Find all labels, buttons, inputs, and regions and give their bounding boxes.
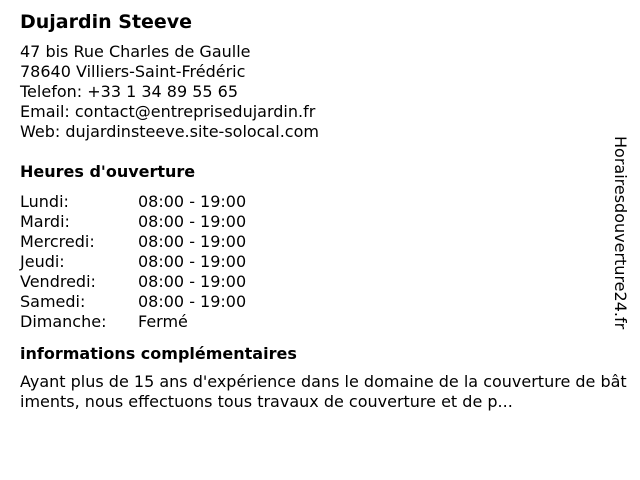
email-address[interactable]: Email: contact@entreprisedujardin.fr (20, 102, 316, 121)
day-label: Mercredi: (20, 232, 95, 251)
day-label: Jeudi: (20, 252, 65, 271)
additional-info-text: Ayant plus de 15 ans d'expérience dans le domaine de la couverture de bâtiments, nous effectuons tous travaux de couverture et de p... (20, 372, 627, 411)
business-name: Dujardin Steeve (20, 11, 193, 33)
day-label: Samedi: (20, 292, 86, 311)
time-range: Fermé (138, 312, 188, 331)
address-line-1: 47 bis Rue Charles de Gaulle (20, 42, 251, 61)
day-label: Lundi: (20, 192, 69, 211)
day-label: Mardi: (20, 212, 70, 231)
hours-row (20, 232, 620, 252)
site-brand: Horairesdouverture24.fr (611, 136, 630, 330)
time-range: 08:00 - 19:00 (138, 192, 247, 211)
hours-row (20, 272, 620, 292)
hours-row (20, 192, 620, 212)
time-range: 08:00 - 19:00 (138, 292, 247, 311)
additional-info-title: informations complémentaires (20, 344, 297, 363)
hours-row (20, 212, 620, 232)
time-range: 08:00 - 19:00 (138, 252, 247, 271)
hours-row (20, 252, 620, 272)
hours-row (20, 312, 620, 332)
phone-number[interactable]: Telefon: +33 1 34 89 55 65 (20, 82, 239, 101)
website-link[interactable]: Web: dujardinsteeve.site-solocal.com (20, 122, 319, 141)
day-label: Vendredi: (20, 272, 96, 291)
time-range: 08:00 - 19:00 (138, 212, 247, 231)
hours-title: Heures d'ouverture (20, 162, 196, 181)
day-label: Dimanche: (20, 312, 107, 331)
hours-row (20, 292, 620, 312)
time-range: 08:00 - 19:00 (138, 272, 247, 291)
time-range: 08:00 - 19:00 (138, 232, 247, 251)
address-line-2: 78640 Villiers-Saint-Frédéric (20, 62, 246, 81)
